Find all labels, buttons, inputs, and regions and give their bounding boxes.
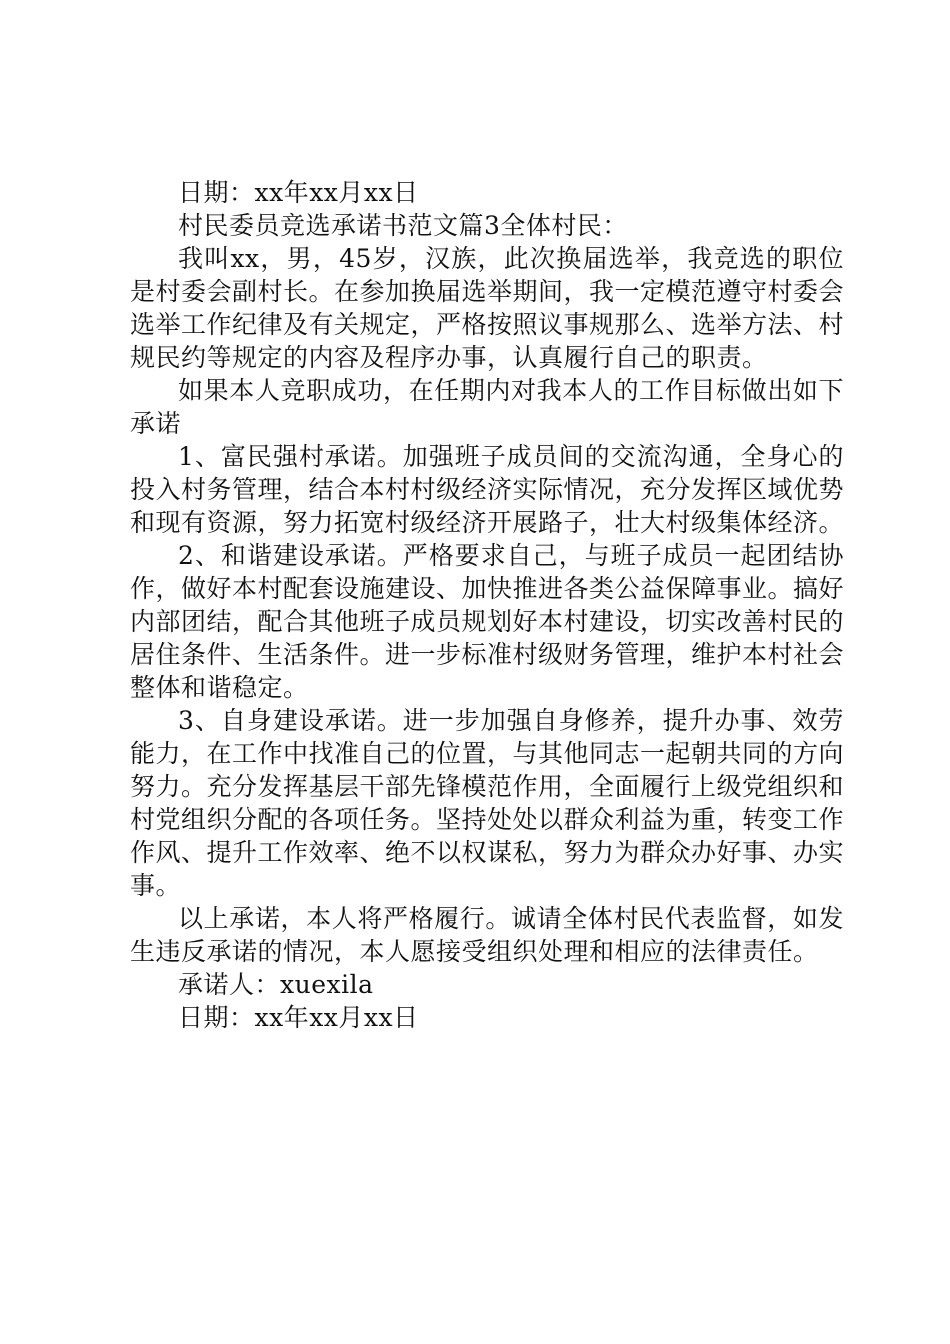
section-heading: 村民委员竞选承诺书范文篇3全体村民： <box>178 211 628 240</box>
document-body <box>130 176 844 1034</box>
signer-line: 承诺人：xuexila <box>178 970 374 999</box>
date-line-bottom: 日期：xx年xx月xx日 <box>178 1003 419 1032</box>
commitment-lead: 如果本人竞职成功，在任期内对我本人的工作目标做出如下承诺 <box>130 376 844 438</box>
commitment-item-3: 3、自身建设承诺。进一步加强自身修养，提升办事、效劳能力，在工作中找准自己的位置，与其他同志一起朝共同的方向努力。充分发挥基层干部先锋模范作用，全面履行上级党组织和村党组织分配的各项任务。坚持处处以群众利益为重，转变工作作风、提升工作效率、绝不以权谋私，努力为群众办好事、办实事。 <box>130 706 845 900</box>
intro-paragraph: 我叫xx，男，45岁，汉族，此次换届选举，我竞选的职位是村委会副村长。在参加换届选举期间，我一定模范遵守村委会选举工作纪律及有关规定，严格按照议事规那么、选举方法、村规民约等规定的内容及程序办事，认真履行自己的职责。 <box>130 244 845 372</box>
date-line-top: 日期：xx年xx月xx日 <box>178 178 419 207</box>
commitment-item-2: 2、和谐建设承诺。严格要求自己，与班子成员一起团结协作，做好本村配套设施建设、加快推进各类公益保障事业。搞好内部团结，配合其他班子成员规划好本村建设，切实改善村民的居住条件、生活条件。进一步标准村级财务管理，维护本村社会整体和谐稳定。 <box>130 541 845 702</box>
commitment-item-1: 1、富民强村承诺。加强班子成员间的交流沟通，全身心的投入村务管理，结合本村村级经济实际情况，充分发挥区域优势和现有资源，努力拓宽村级经济开展路子，壮大村级集体经济。 <box>130 442 845 537</box>
closing-paragraph: 以上承诺，本人将严格履行。诚请全体村民代表监督，如发生违反承诺的情况，本人愿接受组织处理和相应的法律责任。 <box>130 904 844 966</box>
